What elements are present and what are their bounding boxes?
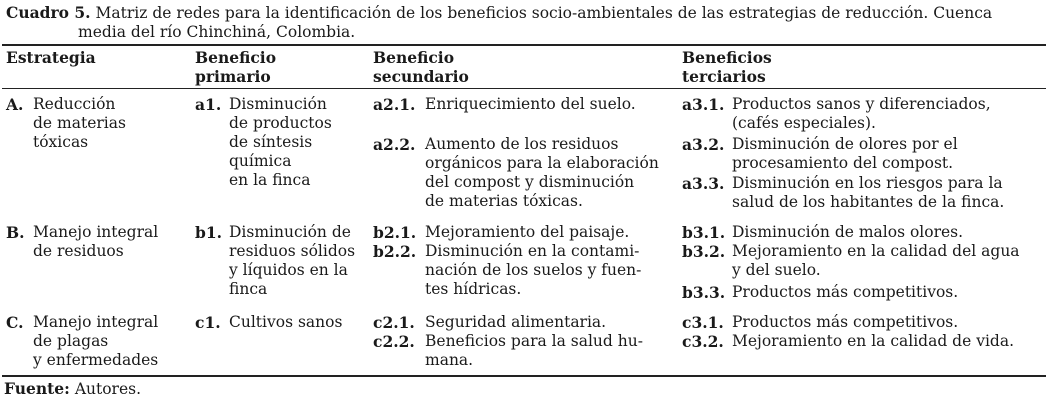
caption-label: Cuadro 5. [6,3,91,22]
row-b-tertiary-2: b3.2. Mejoramiento en la calidad del agua y del suelo. [682,242,1020,279]
row-a-tertiary-3: a3.3. Disminución en los riesgos para la salud de los habitantes de la finca. [682,174,1005,211]
row-b-strategy: B. Manejo integral de residuos [6,223,159,260]
row-a-tertiary-2: a3.2. Disminución de olores por el procesamiento del compost. [682,135,958,172]
row-b-secondary-1: b2.1. Mejoramiento del paisaje. [373,223,630,242]
row-c-secondary-2: c2.2. Beneficios para la salud hu- mana. [373,332,643,369]
row-a-secondary-1: a2.1. Enriquecimiento del suelo. [373,95,636,114]
header-beneficios-terciarios: Beneficios terciarios [682,48,772,86]
row-c-secondary-1: c2.1. Seguridad alimentaria. [373,313,607,332]
source-label: Fuente: [4,379,70,398]
caption-text-line1: Matriz de redes para la identificación de los beneficios socio-ambientales de las estrategias de reducción. Cuenca [95,4,993,22]
header-rule [2,88,1046,89]
source-text: Autores. [74,380,142,398]
caption-text-line2: media del río Chinchiná, Colombia. [78,23,356,41]
header-estrategia: Estrategia [6,48,96,67]
source-note [4,379,141,399]
row-b-tertiary-1: b3.1. Disminución de malos olores. [682,223,964,242]
row-b-primary: b1. Disminución de residuos sólidos y líquidos en la finca [195,223,356,298]
row-c-tertiary-1: c3.1. Productos más competitivos. [682,313,959,332]
header-beneficio-primario: Beneficio primario [195,48,277,86]
row-a-secondary-2: a2.2. Aumento de los residuos orgánicos para la elaboración del compost y disminución de materias tóxicas. [373,135,659,210]
row-b-tertiary-3: b3.3. Productos más competitivos. [682,283,959,302]
header-beneficio-secundario: Beneficio secundario [373,48,469,86]
row-a-tertiary-1: a3.1. Productos sanos y diferenciados, (cafés especiales). [682,95,991,132]
table-bottom-rule [2,375,1046,377]
row-c-primary: c1. Cultivos sanos [195,313,343,332]
row-a-strategy: A. Reducción de materias tóxicas [6,95,126,151]
row-b-secondary-2: b2.2. Disminución en la contami- nación de los suelos y fuen- tes hídricas. [373,242,642,298]
row-c-strategy: C. Manejo integral de plagas y enfermedades [6,313,159,369]
row-c-tertiary-2: c3.2. Mejoramiento en la calidad de vida. [682,332,1015,351]
table-top-rule [2,44,1046,46]
table-caption [6,3,1042,42]
row-a-primary: a1. Disminución de productos de síntesis química en la finca [195,95,332,189]
